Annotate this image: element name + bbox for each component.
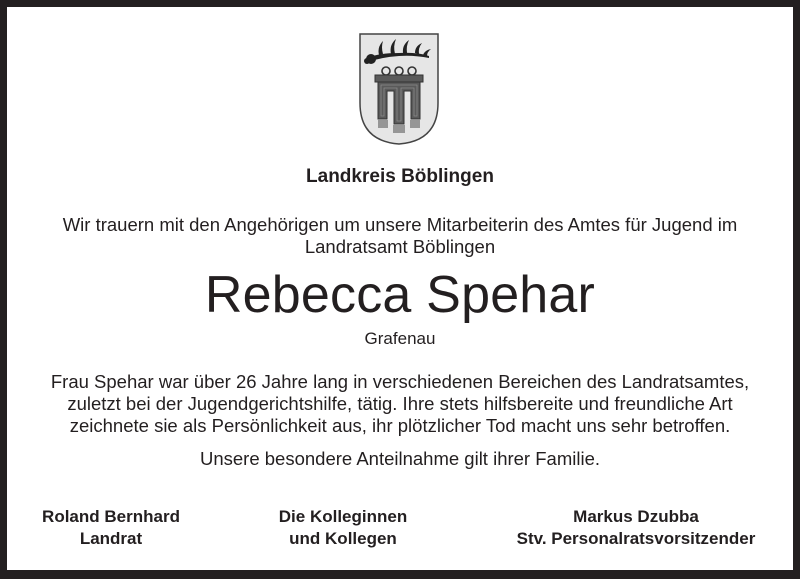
deceased-place: Grafenau: [364, 329, 436, 348]
signature-colleagues: [257, 506, 429, 550]
signature-landrat: [21, 506, 201, 550]
signature-name: Die Kolleginnen: [278, 507, 408, 526]
signature-title: und Kollegen: [289, 529, 397, 548]
intro-line: Wir trauern mit den Angehörigen um unsere Mitarbeiterin des Amtes für Jugend im: [62, 214, 738, 235]
intro-text: [7, 214, 793, 258]
tribute-line: zuletzt bei der Jugendgerichtshilfe, tätig. Ihre stets hilfsbereite und freundliche Art: [67, 393, 733, 414]
coat-of-arms-icon: [359, 33, 439, 145]
closing-text: Unsere besondere Anteilnahme gilt ihrer Familie.: [199, 448, 600, 469]
intro-line: Landratsamt Böblingen: [304, 236, 496, 257]
tribute-line: Frau Spehar war über 26 Jahre lang in verschiedenen Bereichen des Landratsamtes,: [50, 371, 750, 392]
signature-title: Landrat: [79, 529, 143, 548]
organization-title: Landkreis Böblingen: [306, 166, 494, 187]
tribute-line: zeichnete sie als Persönlichkeit aus, ihr plötzlicher Tod macht uns sehr betroffen.: [69, 415, 731, 436]
obituary-notice: [7, 7, 793, 570]
tribute-text: [7, 371, 793, 437]
signature-name: Markus Dzubba: [573, 507, 699, 526]
signature-staff-council: [503, 506, 769, 550]
signature-title: Stv. Personalratsvorsitzender: [516, 529, 756, 548]
signature-name: Roland Bernhard: [42, 507, 180, 526]
deceased-name: Rebecca Spehar: [204, 266, 596, 324]
